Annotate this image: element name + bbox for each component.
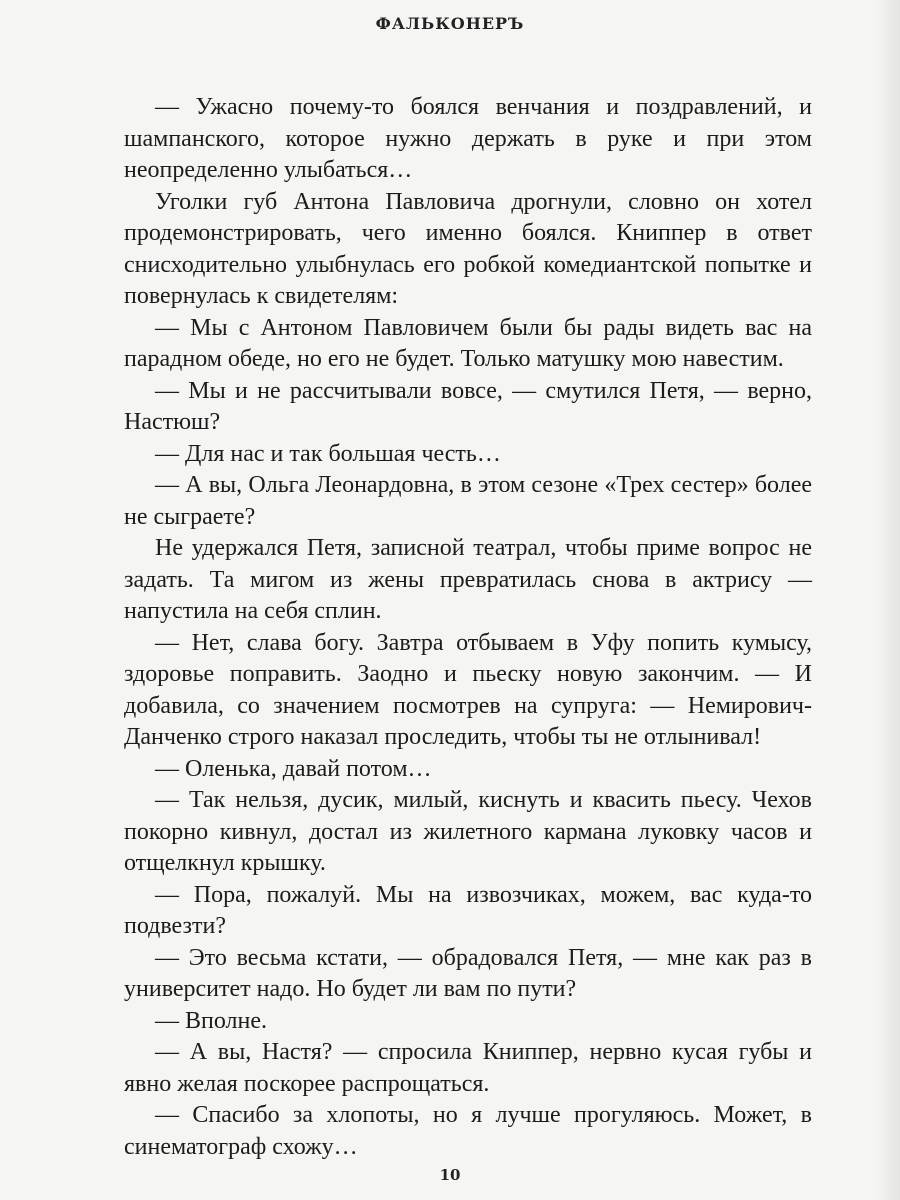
paragraph: — А вы, Настя? — спросила Книппер, нервно кусая губы и явно желая поскорее распрощаться.: [124, 1039, 812, 1097]
paragraph: — Мы с Антоном Павловичем были бы рады видеть вас на парадном обеде, но его не будет. Только матушку мою навестим.: [124, 314, 812, 372]
paragraph: — Нет, слава богу. Завтра отбываем в Уфу попить кумысу, здоровье поправить. Заодно и пьеску новую закончим. — И добавила, со значением посмотрев на супруга: — Немирович-Данченко строго наказал проследить, чтобы ты не отлынивал!: [124, 629, 812, 750]
running-title: ФАЛЬКОНЕРЪ: [375, 14, 525, 33]
paragraph: — Оленька, давай потом…: [155, 755, 432, 782]
paragraph: — Спасибо за хлопоты, но я лучше прогуляюсь. Может, в синематограф схожу…: [124, 1102, 812, 1160]
page-number: 10: [439, 1166, 461, 1184]
paragraph: Уголки губ Антона Павловича дрогнули, словно он хотел продемонстрировать, чего именно боялся. Книппер в ответ снисходительно улыбнулась его робкой комедиантской попытке и повернулась к свидетелям:: [124, 188, 812, 309]
body-text: [124, 92, 812, 1163]
paragraph: Не удержался Петя, записной театрал, чтобы приме вопрос не задать. Та мигом из жены превратилась снова в актрису — напустила на себя сплин.: [124, 535, 812, 624]
paragraph: — Для нас и так большая честь…: [155, 440, 501, 467]
page-edge-shadow: [874, 0, 900, 1200]
paragraph: — Так нельзя, дусик, милый, киснуть и квасить пьесу. Чехов покорно кивнул, достал из жилетного кармана луковку часов и отщелкнул крышку.: [124, 787, 812, 876]
paragraph: — А вы, Ольга Леонардовна, в этом сезоне «Трех сестер» более не сыграете?: [124, 472, 812, 530]
paragraph: — Ужасно почему-то боялся венчания и поздравлений, и шампанского, которое нужно держать в руке и при этом неопределенно улыбаться…: [124, 94, 812, 183]
paragraph: — Это весьма кстати, — обрадовался Петя, — мне как раз в университет надо. Но будет ли вам по пути?: [124, 944, 812, 1002]
paragraph: — Пора, пожалуй. Мы на извозчиках, можем, вас куда-то подвезти?: [124, 881, 812, 939]
paragraph: — Вполне.: [155, 1007, 268, 1034]
paragraph: — Мы и не рассчитывали вовсе, — смутился Петя, — верно, Настюш?: [124, 377, 812, 435]
